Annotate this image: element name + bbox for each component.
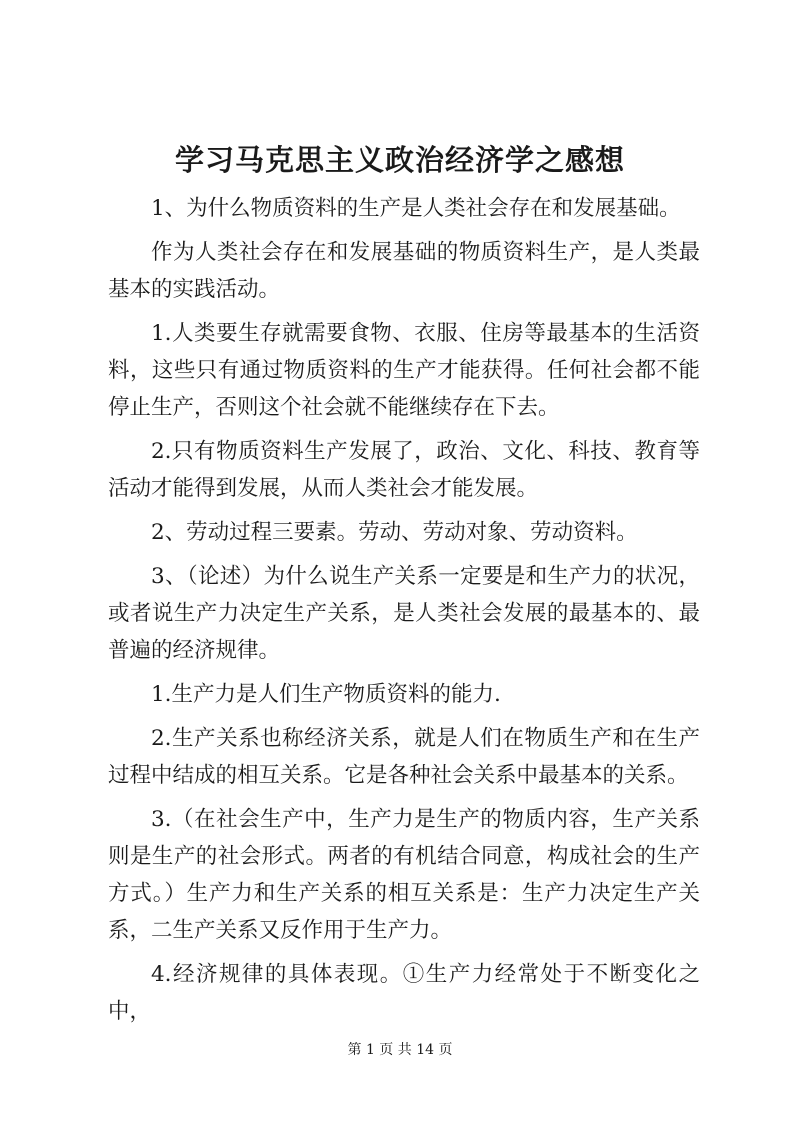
paragraph: 2.生产关系也称经济关系，就是人们在物质生产和在生产过程中结成的相互关系。它是各种社会关系中最基本的关系。: [108, 726, 700, 788]
paragraph: 2、劳动过程三要素。劳动、劳动对象、劳动资料。: [151, 520, 638, 545]
paragraph: 1.生产力是人们生产物质资料的能力.: [151, 682, 501, 707]
paragraph: 1.人类要生存就需要食物、衣服、住房等最基本的生活资料，这些只有通过物质资料的生产才能获得。任何社会都不能停止生产，否则这个社会就不能继续存在下去。: [108, 321, 700, 420]
paragraph: 2.只有物质资料生产发展了，政治、文化、科技、教育等活动才能得到发展，从而人类社会才能发展。: [108, 439, 700, 501]
paragraph: 4.经济规律的具体表现。①生产力经常处于不断变化之中，: [108, 962, 700, 1024]
paragraph: 3.（在社会生产中，生产力是生产的物质内容，生产关系则是生产的社会形式。两者的有机结合同意，构成社会的生产方式。）生产力和生产关系的相互关系是：生产力决定生产关系，二生产关系又反作用于生产力。: [108, 807, 700, 943]
document-body: [108, 190, 700, 1037]
page-number-footer: 第 1 页 共 14 页: [347, 1042, 453, 1058]
paragraph: 3、（论述）为什么说生产关系一定要是和生产力的状况，或者说生产力决定生产关系，是人类社会发展的最基本的、最普遍的经济规律。: [108, 564, 700, 663]
document-title: 学习马克思主义政治经济学之感想: [174, 143, 625, 177]
paragraph: 1、为什么物质资料的生产是人类社会存在和发展基础。: [151, 196, 681, 221]
paragraph: 作为人类社会存在和发展基础的物质资料生产，是人类最基本的实践活动。: [108, 240, 700, 302]
